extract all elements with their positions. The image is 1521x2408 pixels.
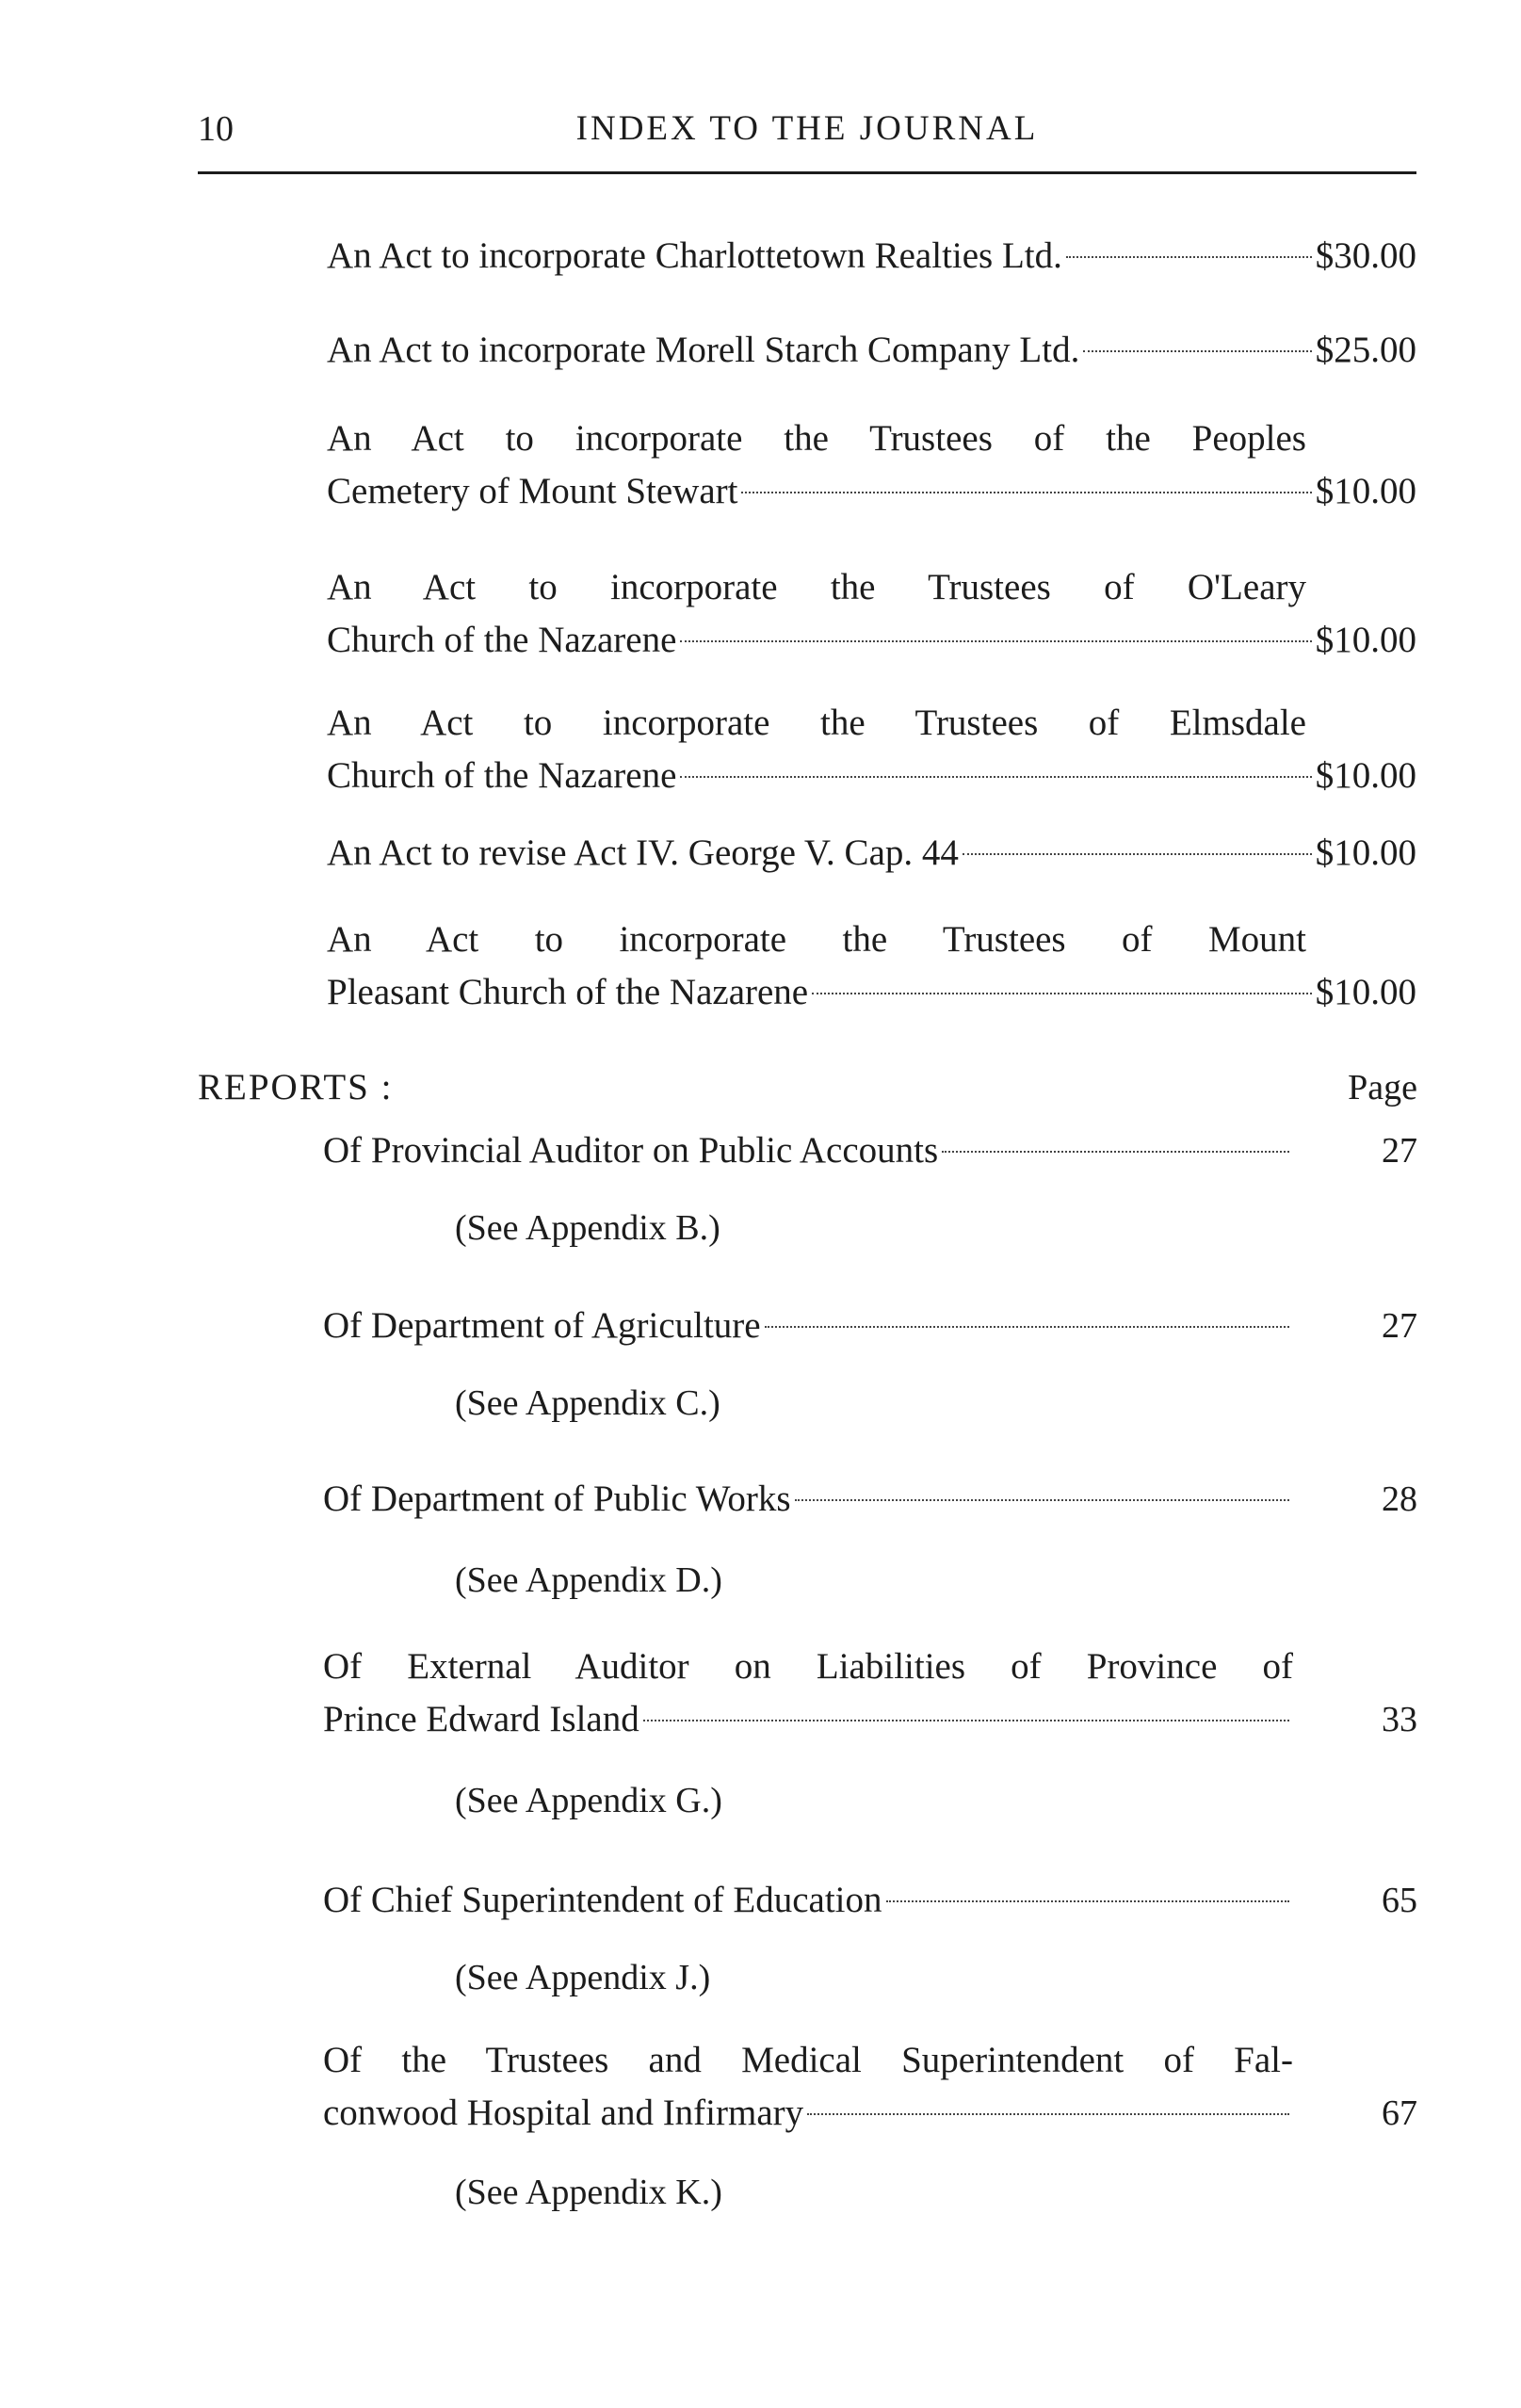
- report-page-number: 27: [1382, 1306, 1417, 1346]
- dot-leader: [680, 640, 1311, 642]
- dot-leader: [643, 1720, 1289, 1721]
- report-page-number: 28: [1382, 1479, 1417, 1519]
- act-entry-3-line-2: [327, 465, 1416, 518]
- dot-leader: [963, 853, 1312, 855]
- act-entry-7-line-1: [327, 913, 1306, 966]
- page-number: 10: [198, 109, 234, 149]
- report-entry-5: [323, 1874, 1293, 1927]
- act-title: An Act to incorporate Morell Starch Company Ltd.: [327, 330, 1080, 370]
- dot-leader: [812, 993, 1312, 994]
- report-entry-3: [323, 1473, 1293, 1526]
- dot-leader: [1066, 256, 1312, 258]
- report-title: Of the Trustees and Medical Superintendent of Fal-: [323, 2040, 1293, 2080]
- act-title: An Act to revise Act IV. George V. Cap. 44: [327, 832, 959, 873]
- act-entry-2: [327, 324, 1416, 377]
- act-fee: $10.00: [1315, 972, 1416, 1012]
- act-entry-4-line-1: [327, 561, 1306, 614]
- act-fee: $30.00: [1315, 235, 1416, 276]
- act-title: An Act to incorporate the Trustees of Mount: [327, 919, 1306, 960]
- act-entry-5-line-2: [327, 750, 1416, 802]
- dot-leader: [942, 1151, 1289, 1153]
- dot-leader: [680, 776, 1311, 778]
- act-fee: $25.00: [1315, 330, 1416, 370]
- page-header: [198, 104, 1416, 170]
- report-entry-4-line-2: [323, 1693, 1293, 1746]
- dot-leader: [765, 1326, 1289, 1328]
- act-title: An Act to incorporate Charlottetown Realties Ltd.: [327, 235, 1062, 276]
- act-entry-3-line-1: [327, 412, 1306, 465]
- act-title-continued: Church of the Nazarene: [327, 755, 677, 796]
- act-title-continued: Pleasant Church of the Nazarene: [327, 972, 809, 1012]
- header-rule: [198, 171, 1416, 174]
- report-title: Of External Auditor on Liabilities of Province of: [323, 1646, 1293, 1687]
- appendix-reference: (See Appendix B.): [455, 1208, 720, 1248]
- reports-heading: REPORTS :: [198, 1067, 394, 1107]
- report-title-continued: Prince Edward Island: [323, 1699, 639, 1739]
- act-entry-7-line-2: [327, 966, 1416, 1019]
- appendix-reference: (See Appendix G.): [455, 1781, 722, 1820]
- report-entry-4-line-1: [323, 1640, 1293, 1693]
- act-title-continued: Cemetery of Mount Stewart: [327, 471, 738, 511]
- dot-leader: [1083, 350, 1311, 352]
- act-fee: $10.00: [1315, 620, 1416, 660]
- report-page-number: 65: [1382, 1881, 1417, 1920]
- dot-leader: [741, 492, 1311, 493]
- act-entry-1: [327, 230, 1416, 283]
- report-title: Of Provincial Auditor on Public Accounts: [323, 1130, 939, 1171]
- report-entry-6-line-1: [323, 2034, 1293, 2087]
- running-title: INDEX TO THE JOURNAL: [575, 109, 1039, 148]
- act-fee: $10.00: [1315, 471, 1416, 511]
- dot-leader: [807, 2113, 1289, 2115]
- report-title: Of Department of Agriculture: [323, 1305, 761, 1346]
- report-entry-6-line-2: [323, 2087, 1293, 2140]
- report-title: Of Chief Superintendent of Education: [323, 1880, 882, 1920]
- act-fee: $10.00: [1315, 755, 1416, 796]
- report-entry-1: [323, 1124, 1293, 1177]
- report-entry-2: [323, 1300, 1293, 1352]
- report-title-continued: conwood Hospital and Infirmary: [323, 2093, 804, 2133]
- act-title: An Act to incorporate the Trustees of Elmsdale: [327, 703, 1306, 743]
- act-title: An Act to incorporate the Trustees of the Peoples: [327, 418, 1306, 459]
- appendix-reference: (See Appendix C.): [455, 1383, 720, 1423]
- report-page-number: 27: [1382, 1131, 1417, 1171]
- dot-leader: [886, 1900, 1289, 1902]
- appendix-reference: (See Appendix J.): [455, 1958, 711, 1997]
- act-entry-5-line-1: [327, 697, 1306, 750]
- act-entry-6: [327, 827, 1416, 880]
- report-title: Of Department of Public Works: [323, 1479, 791, 1519]
- report-page-number: 33: [1382, 1700, 1417, 1739]
- act-title: An Act to incorporate the Trustees of O'Leary: [327, 567, 1306, 607]
- act-title-continued: Church of the Nazarene: [327, 620, 677, 660]
- appendix-reference: (See Appendix K.): [455, 2173, 722, 2212]
- act-entry-4-line-2: [327, 614, 1416, 667]
- report-page-number: 67: [1382, 2093, 1417, 2133]
- act-fee: $10.00: [1315, 832, 1416, 873]
- page-column-heading: Page: [1348, 1068, 1417, 1107]
- dot-leader: [795, 1499, 1289, 1501]
- appendix-reference: (See Appendix D.): [455, 1560, 722, 1600]
